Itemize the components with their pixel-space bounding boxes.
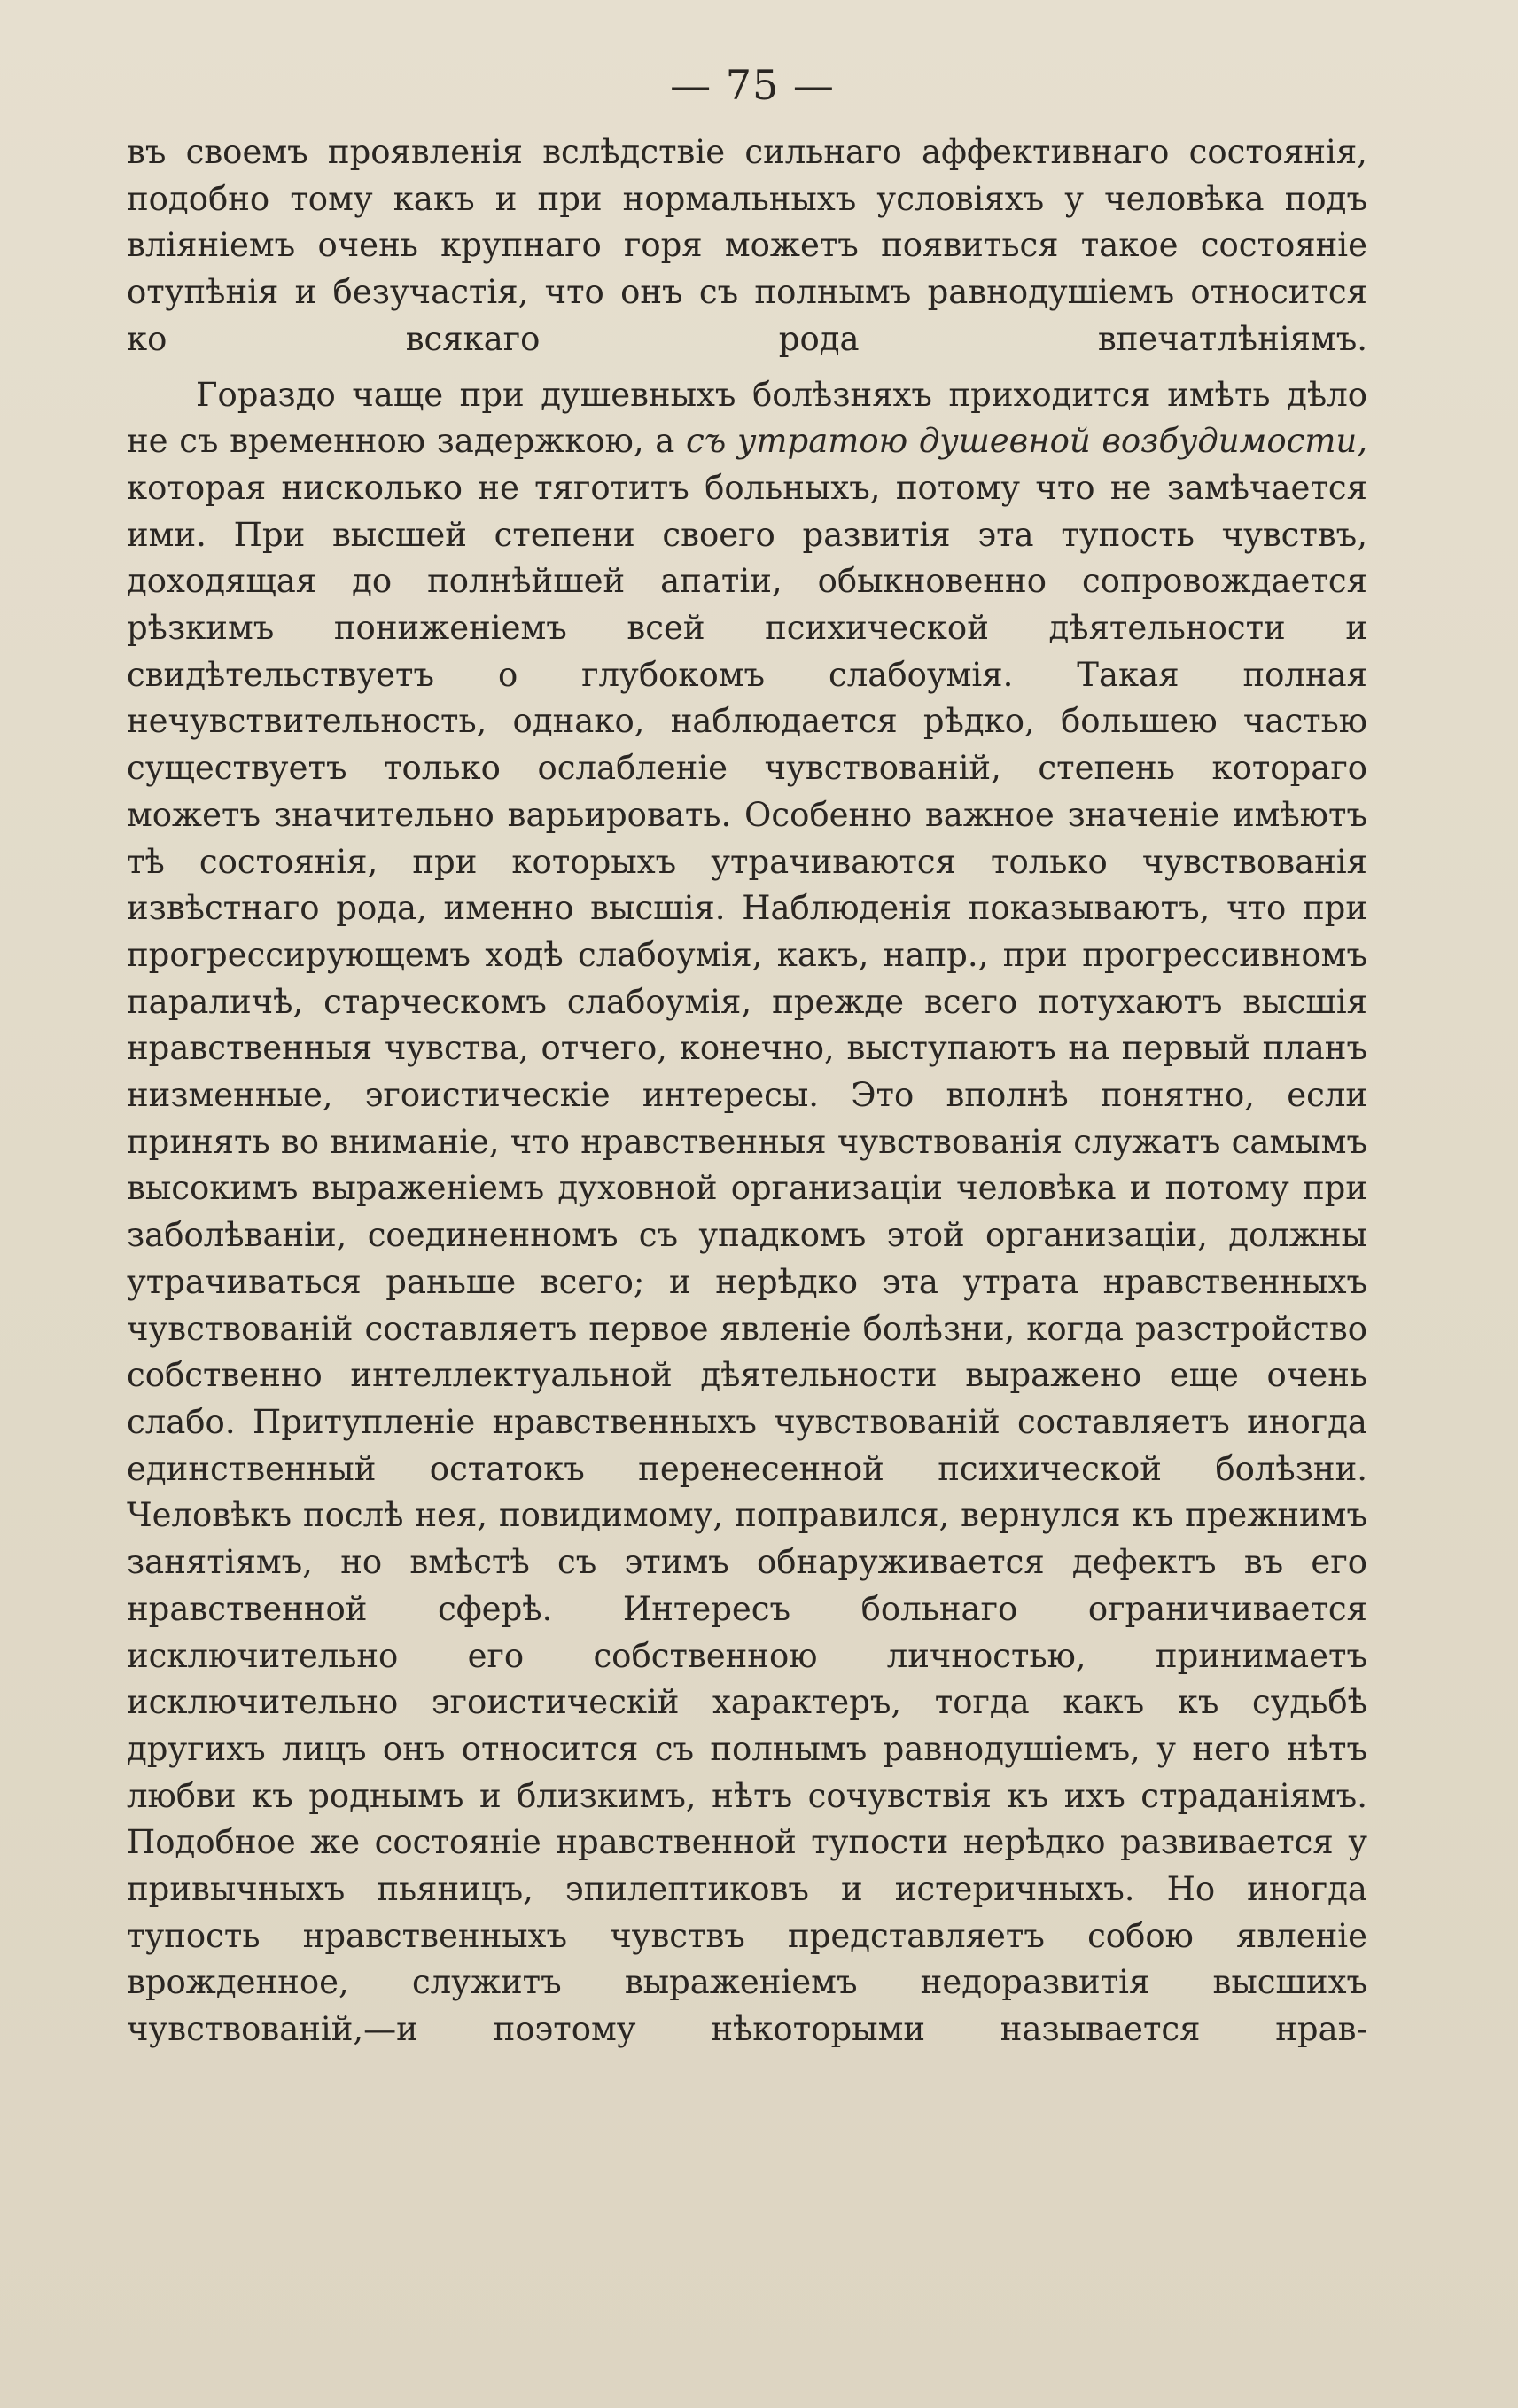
body-text [127, 129, 1367, 2053]
paragraph-2-text-after: которая нисколько не тяготитъ больныхъ, потому что не замѣчается ими. При высшей степени своего развитія эта тупость чувствъ, доходящая до полнѣйшей апатіи, обыкновенно сопровождается рѣзкимъ пониженіемъ всей психической дѣятельности и свидѣтельствуетъ о глубокомъ слабоумія. Такая полная нечувствительность, однако, наблюдается рѣдко, большею частью существуетъ только ослабленіе чувствованій, степень котораго можетъ значительно варьировать. Особенно важное значеніе имѣютъ тѣ состоянія, при которыхъ утрачиваются только чувствованія извѣстнаго рода, именно высшія. Наблюденія показываютъ, что при прогрессирующемъ ходѣ слабоумія, какъ, напр., при прогрессивномъ параличѣ, старческомъ слабоумія, прежде всего потухаютъ высшія нравственныя чувства, отчего, конечно, выступаютъ на первый планъ низменные, эгоистическіе интересы. Это вполнѣ понятно, если принять во вниманіе, что нравственныя чувствованія служатъ самымъ высокимъ выраженіемъ духовной организаціи человѣка и потому при заболѣваніи, соединенномъ съ упадкомъ этой организаціи, должны утрачиваться раньше всего; и нерѣдко эта утрата нравственныхъ чувствованій составляетъ первое явленіе болѣзни, когда разстройство собственно интеллектуальной дѣятельности выражено еще очень слабо. Притупленіе нравственныхъ чувствованій составляетъ иногда единственный остатокъ перенесенной психической болѣзни. Человѣкъ послѣ нея, повидимому, поправился, вернулся къ прежнимъ занятіямъ, но вмѣстѣ съ этимъ обнаруживается дефектъ въ его нравственной сферѣ. Интересъ больнаго ограничивается исключительно его собственною личностью, принимаетъ исключительно эгоистическій характеръ, тогда какъ къ судьбѣ другихъ лицъ онъ относится съ полнымъ равнодушіемъ, у него нѣтъ любви къ роднымъ и близкимъ, нѣтъ сочувствія къ ихъ страданіямъ. Подобное же состояніе нравственной тупости нерѣдко развивается у привычныхъ пьяницъ, эпилептиковъ и истеричныхъ. Но иногда тупость нравственныхъ чувствъ представляетъ собою явленіе врожденное, служитъ выраженіемъ недоразвитія высшихъ чувствованій,—и поэтому нѣкоторыми называется нрав- [127, 468, 1367, 2049]
paragraph-2 [127, 372, 1367, 2053]
paragraph-2-emphasis: съ утратою душевной возбудимости, [685, 422, 1367, 461]
paragraph-2-text-before: Гораздо чаще при душевныхъ болѣзняхъ приходится имѣть дѣло не съ временною задержкою, а [127, 375, 1367, 461]
page-number: — 75 — [670, 61, 835, 109]
paragraph-1: въ своемъ проявленія вслѣдствіе сильнаго аффективнаго состоянія, подобно тому какъ и при нормальныхъ условіяхъ у человѣка подъ вліяніемъ очень крупнаго горя можетъ появиться такое состояніе отупѣнія и безучастія, что онъ съ полнымъ равнодушіемъ относится ко всякаго рода впечатлѣніямъ. [127, 133, 1367, 358]
